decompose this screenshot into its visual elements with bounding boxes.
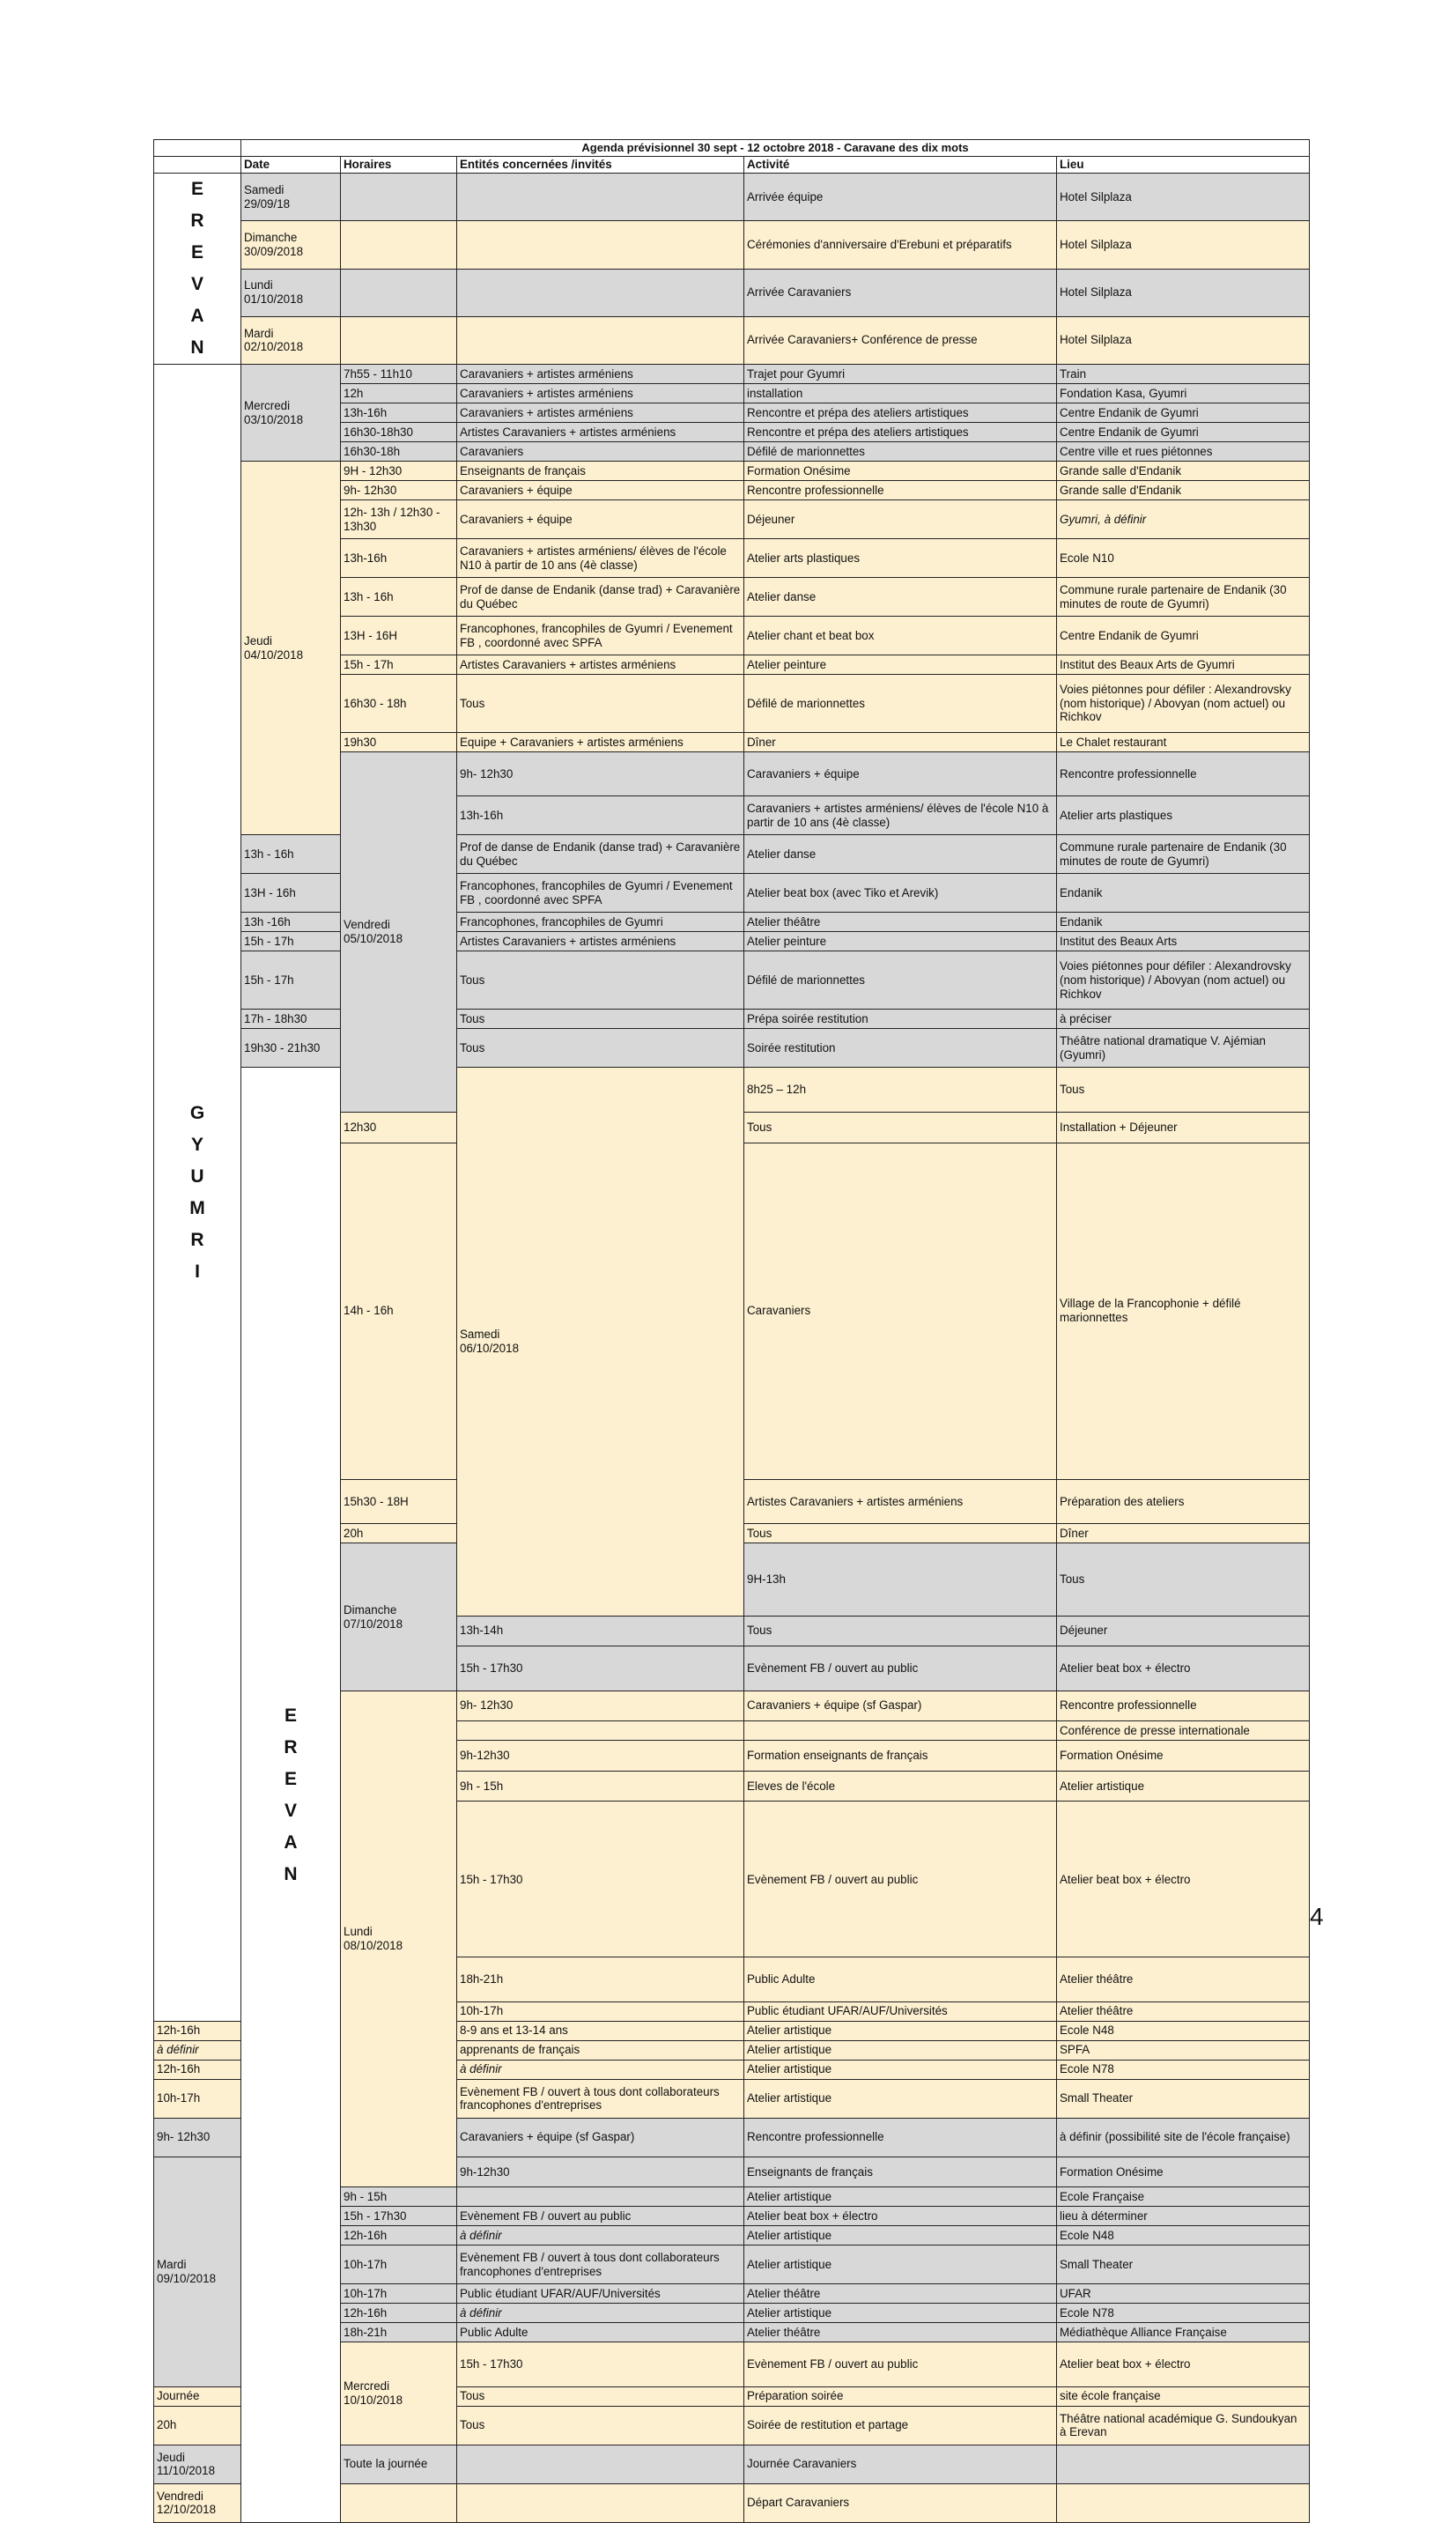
horaires-cell: 9h - 15h <box>457 1771 744 1802</box>
date-cell: Mercredi 10/10/2018 <box>341 2342 457 2445</box>
horaires-cell: 12h-16h <box>341 2226 457 2246</box>
entites-cell: Prof de danse de Endanik (danse trad) + Caravanière du Québec <box>457 835 744 874</box>
entites-cell: Evènement FB / ouvert à tous dont collaborateurs francophones d'entreprises <box>457 2079 744 2118</box>
col-header-date: Date <box>241 157 341 174</box>
horaires-cell: 9h- 12h30 <box>457 752 744 796</box>
entites-cell: Evènement FB / ouvert à tous dont collaborateurs francophones d'entreprises <box>457 2246 744 2284</box>
horaires-cell: 19h30 <box>341 733 457 752</box>
date-cell: Jeudi 04/10/2018 <box>241 462 341 835</box>
activite-cell: Déjeuner <box>1057 1616 1310 1646</box>
date-cell: Samedi 29/09/18 <box>241 174 341 221</box>
entites-cell: Evènement FB / ouvert au public <box>744 2342 1057 2386</box>
activite-cell: Atelier arts plastiques <box>744 539 1057 578</box>
activite-cell: Défilé de marionnettes <box>744 442 1057 462</box>
horaires-cell: 18h-21h <box>457 1957 744 2001</box>
horaires-cell: 20h <box>341 1524 457 1543</box>
horaires-cell: Journée <box>154 2386 241 2406</box>
horaires-cell: 13h-14h <box>457 1616 744 1646</box>
entites-cell <box>457 174 744 221</box>
horaires-cell <box>457 1721 744 1741</box>
horaires-cell: 15h - 17h30 <box>457 1646 744 1691</box>
activite-cell: Rencontre et prépa des ateliers artistiques <box>744 403 1057 423</box>
entites-cell <box>457 221 744 269</box>
date-cell: Mardi 09/10/2018 <box>154 2157 241 2386</box>
entites-cell: Caravaniers + équipe (sf Gaspar) <box>744 1691 1057 1721</box>
agenda-table <box>153 139 1310 2523</box>
activite-cell: Arrivée équipe <box>744 174 1057 221</box>
horaires-cell: 13h - 16h <box>341 578 457 617</box>
activite-cell: Atelier théâtre <box>744 2284 1057 2304</box>
activite-cell: Atelier théâtre <box>744 913 1057 932</box>
table-row <box>154 932 1310 951</box>
activite-cell: Atelier beat box (avec Tiko et Arevik) <box>744 874 1057 913</box>
horaires-cell: 12h <box>341 384 457 403</box>
activite-cell: Rencontre professionnelle <box>744 481 1057 500</box>
horaires-cell: 9h- 12h30 <box>154 2118 241 2157</box>
activite-cell: Formation Onésime <box>1057 1741 1310 1772</box>
date-cell: Lundi 01/10/2018 <box>241 269 341 316</box>
horaires-cell: 9h- 12h30 <box>457 1691 744 1721</box>
horaires-cell: 16h30-18h <box>341 442 457 462</box>
horaires-cell: 19h30 - 21h30 <box>241 1029 341 1068</box>
date-cell: Dimanche 30/09/2018 <box>241 221 341 269</box>
entites-cell: Public Adulte <box>744 1957 1057 2001</box>
horaires-cell <box>341 221 457 269</box>
horaires-cell: 12h-16h <box>154 2021 241 2040</box>
activite-cell: Atelier artistique <box>1057 1771 1310 1802</box>
lieu-cell: Endanik <box>1057 874 1310 913</box>
table-row <box>154 221 1310 269</box>
lieu-cell: Ecole N48 <box>1057 2021 1310 2040</box>
activite-cell: Atelier artistique <box>744 2060 1057 2079</box>
entites-cell <box>457 2445 744 2483</box>
lieu-cell: Théâtre national dramatique V. Ajémian (Gyumri) <box>1057 1029 1310 1068</box>
entites-cell: à définir <box>457 2226 744 2246</box>
lieu-cell: Institut des Beaux Arts de Gyumri <box>1057 655 1310 675</box>
activite-cell: Atelier beat box + électro <box>1057 2342 1310 2386</box>
horaires-cell: 15h - 17h30 <box>457 2342 744 2386</box>
entites-cell: Francophones, francophiles de Gyumri <box>457 913 744 932</box>
activite-cell: Atelier beat box + électro <box>744 2207 1057 2226</box>
activite-cell: Conférence de presse internationale <box>1057 1721 1310 1741</box>
lieu-cell: Centre Endanik de Gyumri <box>1057 423 1310 442</box>
horaires-cell <box>341 174 457 221</box>
entites-cell <box>457 2187 744 2207</box>
corner-cell <box>154 140 241 157</box>
entites-cell: Artistes Caravaniers + artistes arméniens <box>744 1480 1057 1524</box>
table-row <box>154 1029 1310 1068</box>
entites-cell: Public étudiant UFAR/AUF/Universités <box>744 2001 1057 2021</box>
entites-cell: Prof de danse de Endanik (danse trad) + Caravanière du Québec <box>457 578 744 617</box>
activite-cell: Atelier artistique <box>744 2246 1057 2284</box>
activite-cell: Atelier artistique <box>744 2226 1057 2246</box>
lieu-cell: Hotel Silplaza <box>1057 316 1310 364</box>
entites-cell: Caravaniers + équipe <box>744 752 1057 796</box>
lieu-cell: Ecole N78 <box>1057 2304 1310 2323</box>
activite-cell: Atelier chant et beat box <box>744 617 1057 655</box>
table-row <box>154 316 1310 364</box>
activite-cell: Cérémonies d'anniversaire d'Erebuni et préparatifs <box>744 221 1057 269</box>
entites-cell: Tous <box>457 1029 744 1068</box>
col-header-lieu: Lieu <box>1057 157 1310 174</box>
entites-cell: Tous <box>744 1524 1057 1543</box>
horaires-cell: 15h - 17h30 <box>341 2207 457 2226</box>
entites-cell: Tous <box>1057 1543 1310 1616</box>
horaires-cell: 12h- 13h / 12h30 - 13h30 <box>341 500 457 539</box>
horaires-cell: 9h- 12h30 <box>341 481 457 500</box>
entites-cell <box>457 269 744 316</box>
lieu-cell: Voies piétonnes pour défiler : Alexandrovsky (nom historique) / Abovyan (nom actuel) ou Richkov <box>1057 951 1310 1010</box>
lieu-cell: Endanik <box>1057 913 1310 932</box>
agenda-title: Agenda prévisionnel 30 sept - 12 octobre 2018 - Caravane des dix mots <box>241 140 1310 157</box>
horaires-cell: 14h - 16h <box>341 1143 457 1480</box>
entites-cell: Tous <box>1057 1068 1310 1112</box>
activite-cell: Atelier peinture <box>744 932 1057 951</box>
activite-cell: Défilé de marionnettes <box>744 951 1057 1010</box>
activite-cell: installation <box>744 384 1057 403</box>
entites-cell: Caravaniers + artistes arméniens <box>457 384 744 403</box>
activite-cell: Atelier danse <box>744 835 1057 874</box>
lieu-cell: Institut des Beaux Arts <box>1057 932 1310 951</box>
horaires-cell: 16h30-18h30 <box>341 423 457 442</box>
horaires-cell: 13h -16h <box>241 913 341 932</box>
activite-cell: Atelier théâtre <box>1057 2001 1310 2021</box>
horaires-cell: 10h-17h <box>341 2246 457 2284</box>
table-row <box>154 951 1310 1010</box>
activite-cell: Atelier beat box + électro <box>1057 1802 1310 1957</box>
activite-cell: Défilé de marionnettes <box>744 675 1057 733</box>
entites-cell: Tous <box>744 1616 1057 1646</box>
entites-cell: Caravaniers + équipe <box>457 500 744 539</box>
entites-cell <box>457 2483 744 2522</box>
horaires-cell: 12h-16h <box>341 2304 457 2323</box>
table-row <box>154 462 1310 481</box>
lieu-cell: site école française <box>1057 2386 1310 2406</box>
activite-cell: Soirée restitution <box>744 1029 1057 1068</box>
entites-cell: Caravaniers <box>457 442 744 462</box>
horaires-cell: 9H - 12h30 <box>341 462 457 481</box>
col-header-activite: Activité <box>744 157 1057 174</box>
activite-cell: Atelier artistique <box>744 2021 1057 2040</box>
horaires-cell <box>341 2483 457 2522</box>
col-header-entites: Entités concernées /invités <box>457 157 744 174</box>
entites-cell: Evènement FB / ouvert au public <box>457 2207 744 2226</box>
table-row <box>154 874 1310 913</box>
activite-cell: Atelier artistique <box>744 2304 1057 2323</box>
activite-cell: Rencontre professionnelle <box>1057 1691 1310 1721</box>
horaires-cell: à définir <box>154 2040 241 2060</box>
date-cell: Jeudi 11/10/2018 <box>154 2445 241 2483</box>
lieu-cell: Commune rurale partenaire de Endanik (30 minutes de route de Gyumri) <box>1057 835 1310 874</box>
entites-cell: Caravaniers + artistes arméniens <box>457 365 744 384</box>
activite-cell: Trajet pour Gyumri <box>744 365 1057 384</box>
horaires-cell: 13h-16h <box>341 539 457 578</box>
lieu-cell: Théâtre national académique G. Sundoukyan à Erevan <box>1057 2406 1310 2445</box>
activite-cell: Déjeuner <box>744 500 1057 539</box>
lieu-cell: Commune rurale partenaire de Endanik (30 minutes de route de Gyumri) <box>1057 578 1310 617</box>
horaires-cell: 17h - 18h30 <box>241 1010 341 1029</box>
date-cell: Samedi 06/10/2018 <box>457 1068 744 1616</box>
activite-cell: Départ Caravaniers <box>744 2483 1057 2522</box>
page-number: 4 <box>1310 1903 1324 1930</box>
entites-cell: Evènement FB / ouvert au public <box>744 1646 1057 1691</box>
lieu-cell: UFAR <box>1057 2284 1310 2304</box>
horaires-cell: 9H-13h <box>744 1543 1057 1616</box>
lieu-cell: Hotel Silplaza <box>1057 269 1310 316</box>
table-row <box>154 365 1310 384</box>
entites-cell: Equipe + Caravaniers + artistes arméniens <box>457 733 744 752</box>
horaires-cell: Toute la journée <box>341 2445 457 2483</box>
horaires-cell: 10h-17h <box>457 2001 744 2021</box>
activite-cell: Village de la Francophonie + défilé marionnettes <box>1057 1143 1310 1480</box>
table-row <box>154 1010 1310 1029</box>
activite-cell: Atelier arts plastiques <box>1057 796 1310 835</box>
entites-cell: Caravaniers + équipe (sf Gaspar) <box>457 2118 744 2157</box>
lieu-cell: Centre Endanik de Gyumri <box>1057 617 1310 655</box>
horaires-cell: 15h - 17h30 <box>457 1802 744 1957</box>
lieu-cell: Gyumri, à définir <box>1057 500 1310 539</box>
horaires-cell: 10h-17h <box>341 2284 457 2304</box>
lieu-cell: à définir (possibilité site de l'école française) <box>1057 2118 1310 2157</box>
activite-cell: Préparation des ateliers <box>1057 1480 1310 1524</box>
entites-cell: Tous <box>457 2386 744 2406</box>
horaires-cell: 18h-21h <box>341 2323 457 2342</box>
city-label: E R E V A N <box>154 174 241 365</box>
lieu-cell: Ecole N78 <box>1057 2060 1310 2079</box>
activite-cell: Installation + Déjeuner <box>1057 1112 1310 1143</box>
entites-cell: Francophones, francophiles de Gyumri / Evenement FB , coordonné avec SPFA <box>457 874 744 913</box>
entites-cell: Public étudiant UFAR/AUF/Universités <box>457 2284 744 2304</box>
date-cell: Vendredi 05/10/2018 <box>341 752 457 1113</box>
horaires-cell: 13H - 16h <box>241 874 341 913</box>
entites-cell: Tous <box>744 1112 1057 1143</box>
activite-cell: Atelier artistique <box>744 2187 1057 2207</box>
entites-cell: Caravaniers + équipe <box>457 481 744 500</box>
lieu-cell: Hotel Silplaza <box>1057 174 1310 221</box>
activite-cell: Préparation soirée <box>744 2386 1057 2406</box>
lieu-cell <box>1057 2445 1310 2483</box>
horaires-cell: 9h - 15h <box>341 2187 457 2207</box>
entites-cell: Public Adulte <box>457 2323 744 2342</box>
activite-cell: Arrivée Caravaniers <box>744 269 1057 316</box>
city-label: G Y U M R I <box>154 365 241 2022</box>
activite-cell: Prépa soirée restitution <box>744 1010 1057 1029</box>
horaires-cell: 8h25 – 12h <box>744 1068 1057 1112</box>
entites-cell: Tous <box>457 951 744 1010</box>
activite-cell: Atelier théâtre <box>1057 1957 1310 2001</box>
table-row <box>154 913 1310 932</box>
lieu-cell <box>1057 2483 1310 2522</box>
entites-cell <box>744 1721 1057 1741</box>
activite-cell: Atelier théâtre <box>744 2323 1057 2342</box>
date-cell: Lundi 08/10/2018 <box>341 1691 457 2187</box>
horaires-cell: 15h - 17h <box>341 655 457 675</box>
lieu-cell: Ecole N10 <box>1057 539 1310 578</box>
entites-cell: Caravaniers + artistes arméniens <box>457 403 744 423</box>
table-row <box>154 269 1310 316</box>
lieu-cell: SPFA <box>1057 2040 1310 2060</box>
table-row <box>154 835 1310 874</box>
lieu-cell: Médiathèque Alliance Française <box>1057 2323 1310 2342</box>
entites-cell: Eleves de l'école <box>744 1771 1057 1802</box>
lieu-cell: Small Theater <box>1057 2079 1310 2118</box>
entites-cell: à définir <box>457 2060 744 2079</box>
activite-cell: Dîner <box>1057 1524 1310 1543</box>
lieu-cell: Train <box>1057 365 1310 384</box>
activite-cell: Atelier artistique <box>744 2079 1057 2118</box>
horaires-cell: 15h - 17h <box>241 932 341 951</box>
entites-cell: Formation enseignants de français <box>744 1741 1057 1772</box>
entites-cell: Caravaniers + artistes arméniens/ élèves de l'école N10 à partir de 10 ans (4è classe) <box>744 796 1057 835</box>
entites-cell <box>457 316 744 364</box>
date-cell: Dimanche 07/10/2018 <box>341 1543 457 1691</box>
lieu-cell: Ecole N48 <box>1057 2226 1310 2246</box>
activite-cell: Rencontre professionnelle <box>744 2118 1057 2157</box>
entites-cell: Artistes Caravaniers + artistes arméniens <box>457 655 744 675</box>
lieu-cell: Le Chalet restaurant <box>1057 733 1310 752</box>
col-header-horaires: Horaires <box>341 157 457 174</box>
entites-cell: Francophones, francophiles de Gyumri / Evenement FB , coordonné avec SPFA <box>457 617 744 655</box>
horaires-cell: 13h-16h <box>457 796 744 835</box>
lieu-cell: Grande salle d'Endanik <box>1057 462 1310 481</box>
entites-cell: Enseignants de français <box>744 2157 1057 2187</box>
lieu-cell: Small Theater <box>1057 2246 1310 2284</box>
entites-cell: Caravaniers <box>744 1143 1057 1480</box>
entites-cell: Caravaniers + artistes arméniens/ élèves de l'école N10 à partir de 10 ans (4è classe) <box>457 539 744 578</box>
activite-cell: Atelier danse <box>744 578 1057 617</box>
horaires-cell: 12h30 <box>341 1112 457 1143</box>
lieu-cell: Voies piétonnes pour défiler : Alexandrovsky (nom historique) / Abovyan (nom actuel) ou Richkov <box>1057 675 1310 733</box>
horaires-cell: 10h-17h <box>154 2079 241 2118</box>
activite-cell: Rencontre professionnelle <box>1057 752 1310 796</box>
lieu-cell: Hotel Silplaza <box>1057 221 1310 269</box>
date-cell: Mercredi 03/10/2018 <box>241 365 341 462</box>
entites-cell: Enseignants de français <box>457 462 744 481</box>
entites-cell: Tous <box>457 675 744 733</box>
date-cell: Mardi 02/10/2018 <box>241 316 341 364</box>
lieu-cell: Ecole Française <box>1057 2187 1310 2207</box>
activite-cell: Soirée de restitution et partage <box>744 2406 1057 2445</box>
horaires-cell: 7h55 - 11h10 <box>341 365 457 384</box>
entites-cell: à définir <box>457 2304 744 2323</box>
horaires-cell: 13h-16h <box>341 403 457 423</box>
lieu-cell: à préciser <box>1057 1010 1310 1029</box>
region-header-cell <box>154 157 241 174</box>
activite-cell: Atelier peinture <box>744 655 1057 675</box>
city-label: E R E V A N <box>241 1068 341 2522</box>
table-row <box>154 174 1310 221</box>
activite-cell: Dîner <box>744 733 1057 752</box>
lieu-cell: Centre ville et rues piétonnes <box>1057 442 1310 462</box>
activite-cell: Arrivée Caravaniers+ Conférence de presse <box>744 316 1057 364</box>
horaires-cell: 9h-12h30 <box>457 1741 744 1772</box>
horaires-cell: 13h - 16h <box>241 835 341 874</box>
horaires-cell: 15h - 17h <box>241 951 341 1010</box>
activite-cell: Journée Caravaniers <box>744 2445 1057 2483</box>
horaires-cell <box>341 269 457 316</box>
activite-cell: Formation Onésime <box>744 462 1057 481</box>
horaires-cell: 20h <box>154 2406 241 2445</box>
entites-cell: Artistes Caravaniers + artistes arméniens <box>457 423 744 442</box>
horaires-cell: 16h30 - 18h <box>341 675 457 733</box>
horaires-cell: 15h30 - 18H <box>341 1480 457 1524</box>
horaires-cell <box>341 316 457 364</box>
activite-cell: Rencontre et prépa des ateliers artistiques <box>744 423 1057 442</box>
date-cell: Vendredi 12/10/2018 <box>154 2483 241 2522</box>
lieu-cell: Grande salle d'Endanik <box>1057 481 1310 500</box>
lieu-cell: lieu à déterminer <box>1057 2207 1310 2226</box>
entites-cell: Tous <box>457 2406 744 2445</box>
entites-cell: Artistes Caravaniers + artistes arméniens <box>457 932 744 951</box>
entites-cell: apprenants de français <box>457 2040 744 2060</box>
horaires-cell: 12h-16h <box>154 2060 241 2079</box>
activite-cell: Formation Onésime <box>1057 2157 1310 2187</box>
activite-cell: Atelier artistique <box>744 2040 1057 2060</box>
entites-cell: Tous <box>457 1010 744 1029</box>
lieu-cell: Centre Endanik de Gyumri <box>1057 403 1310 423</box>
horaires-cell: 9h-12h30 <box>457 2157 744 2187</box>
activite-cell: Atelier beat box + électro <box>1057 1646 1310 1691</box>
lieu-cell: Fondation Kasa, Gyumri <box>1057 384 1310 403</box>
table-row <box>154 1068 1310 1112</box>
horaires-cell: 13H - 16H <box>341 617 457 655</box>
entites-cell: Evènement FB / ouvert au public <box>744 1802 1057 1957</box>
entites-cell: 8-9 ans et 13-14 ans <box>457 2021 744 2040</box>
